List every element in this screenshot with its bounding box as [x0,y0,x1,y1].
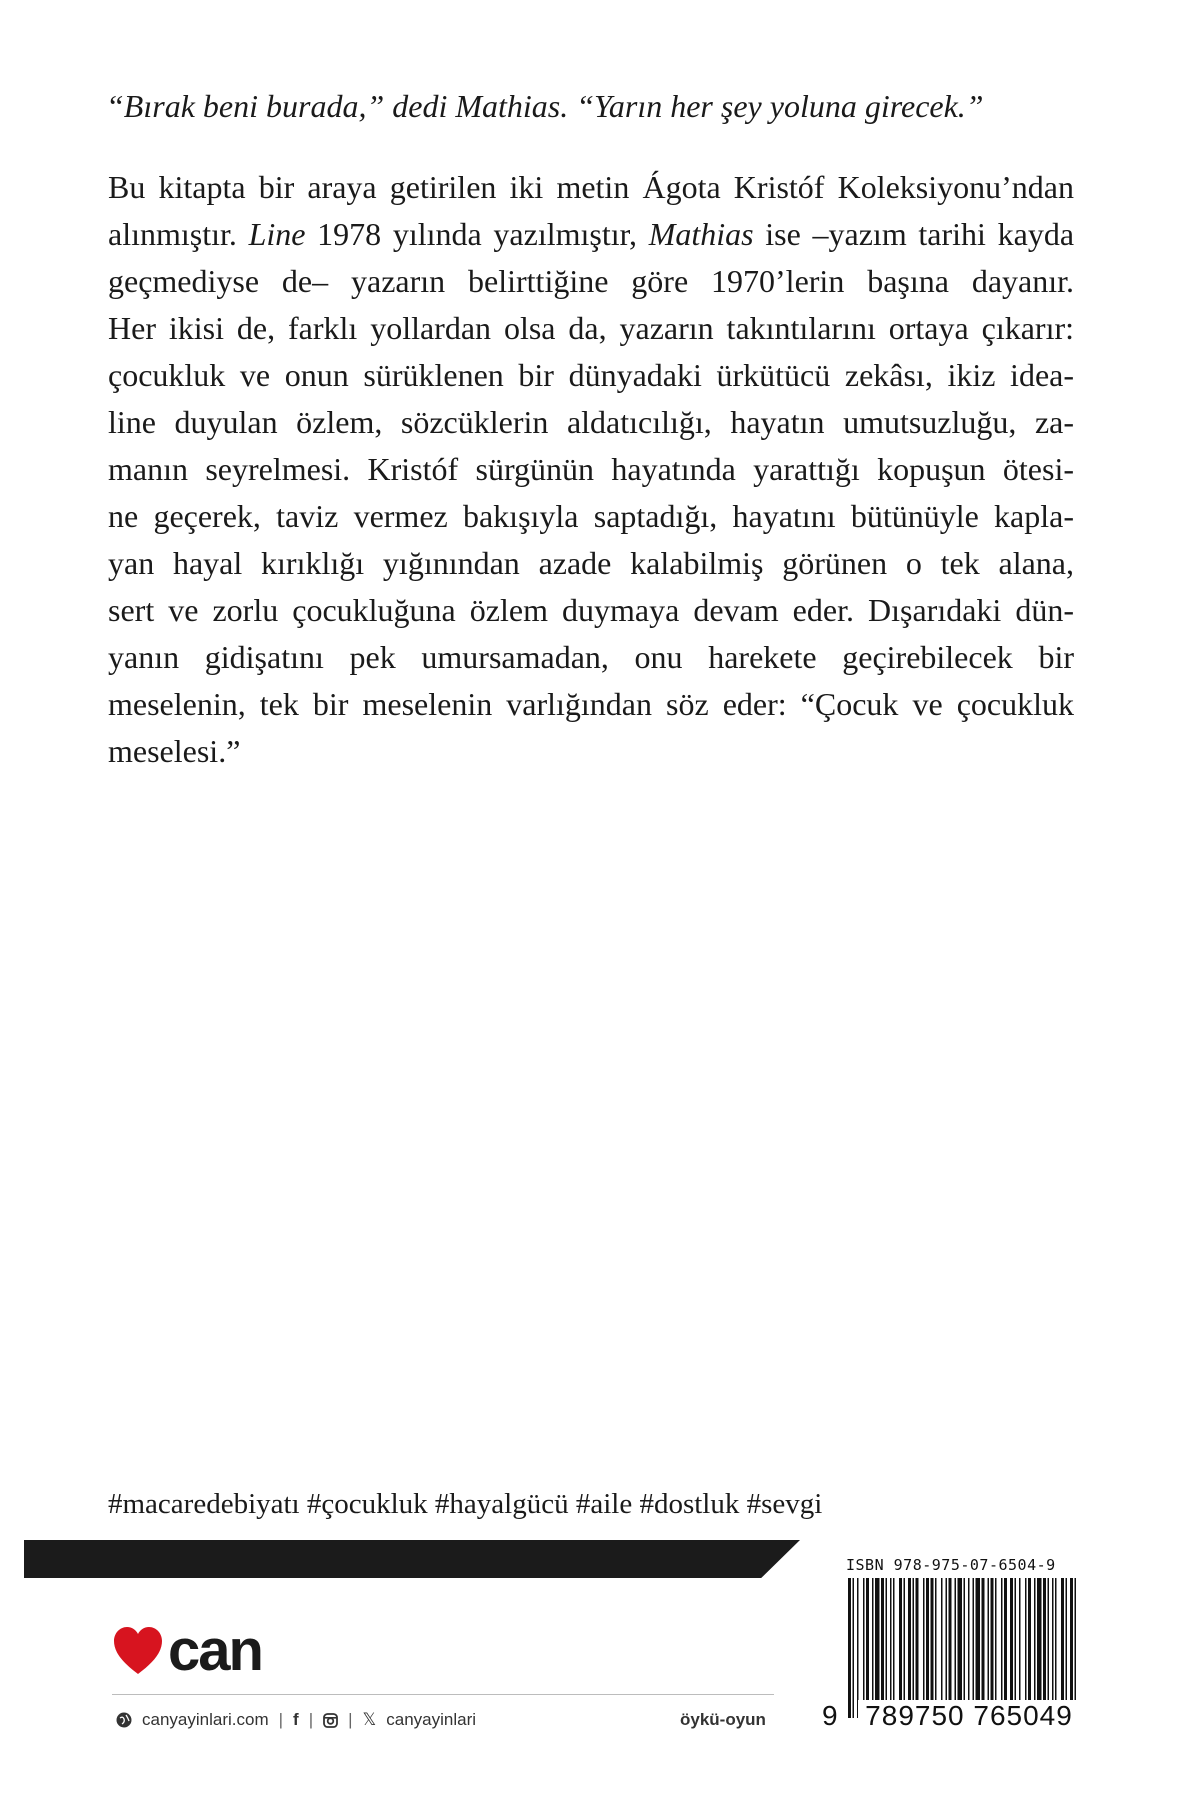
blurb-line: Her ikisi de, farklı yollardan olsa da, yazarın takıntılarını ortaya çıkarır: [108,310,1074,346]
blurb-line: ne geçerek, taviz vermez bakışıyla saptadığı, hayatını bütünüyle kapla- [108,498,1074,534]
footer-divider [112,1694,774,1695]
barcode-bar [931,1578,934,1718]
barcode-bar [1075,1578,1077,1718]
globe-icon [116,1712,132,1728]
separator: | [308,1710,314,1729]
barcode-bar [973,1578,975,1718]
barcode-bar [1048,1578,1050,1718]
barcode-bar [1010,1578,1013,1718]
barcode-bar [1015,1578,1017,1718]
back-cover-blurb [108,164,1074,775]
title-italic: Line [248,216,306,252]
barcode-bar [982,1578,985,1718]
blurb-line: yan hayal kırıklığı yığınından azade kalabilmiş görünen o tek alana, [108,545,1074,581]
instagram-icon[interactable] [323,1713,338,1728]
genre-label: öykü-oyun [680,1710,766,1729]
barcode-bar [1004,1578,1007,1718]
barcode-bar [866,1578,869,1718]
blurb-line: Bu kitapta bir araya getirilen iki metin Ágota Kristóf Koleksiyonu’ndan [108,169,1074,205]
barcode-bar [863,1578,865,1718]
barcode-bar [1037,1578,1042,1718]
barcode-bar [1025,1578,1027,1718]
barcode-bar [991,1578,994,1718]
barcode-bar [1070,1578,1073,1718]
isbn-label: ISBN 978-975-07-6504-9 [846,1556,1056,1574]
barcode-bar [1052,1578,1054,1718]
barcode-bar [1001,1578,1003,1718]
barcode-bar [941,1578,943,1718]
barcode-bar [1061,1578,1064,1718]
barcode-bar [923,1578,925,1718]
blurb-line: geçmediyse de– yazarın belirttiğine göre 1970’lerin başına dayanır. [108,263,1074,299]
heart-icon [114,1627,162,1674]
publisher-contact-bar [116,1706,476,1734]
barcode-bar [1034,1578,1036,1718]
hashtags: #macaredebiyatı #çocukluk #hayalgücü #aile #dostluk #sevgi [108,1488,823,1520]
separator: | [278,1710,284,1729]
barcode-bar [995,1578,997,1718]
barcode-bar [886,1578,888,1718]
barcode-bar [853,1578,855,1718]
barcode-bar [976,1578,981,1718]
blurb-line: yanın gidişatını pek umursamadan, onu harekete geçirebilecek bir [108,639,1074,675]
epigraph-quote: “Bırak beni burada,” dedi Mathias. “Yarın her şey yoluna girecek.” [106,88,984,124]
barcode-bar [848,1578,851,1718]
blurb-line: sert ve zorlu çocukluğuna özlem duymaya devam eder. Dışarıdaki dün- [108,592,1074,628]
barcode-bar [988,1578,990,1718]
barcode-bar [872,1578,874,1718]
barcode-bar [935,1578,937,1718]
barcode-bar [913,1578,915,1718]
barcode-bar [875,1578,880,1718]
barcode-bar [916,1578,919,1718]
barcode-bar [908,1578,911,1718]
barcode-bar [958,1578,963,1718]
blurb-line: line duyulan özlem, sözcüklerin aldatıcılığı, hayatın umutsuzluğu, za- [108,404,1074,440]
barcode-bar [1066,1578,1068,1718]
barcode-bar [1055,1578,1057,1718]
title-italic: Mathias [648,216,754,252]
isbn-barcode [846,1578,1078,1718]
barcode-bar [926,1578,929,1718]
facebook-icon[interactable]: f [293,1710,299,1729]
barcode-bar [955,1578,957,1718]
black-band-decoration [24,1540,800,1578]
can-publisher-logo [112,1624,302,1676]
barcode-lead-digit: 9 [822,1700,838,1731]
barcode-bar [1043,1578,1046,1718]
barcode-bar [1019,1578,1021,1718]
separator: | [348,1710,353,1729]
blurb-line: alınmıştır. Line 1978 yılında yazılmıştır, Mathias ise –yazım tarihi kayda [108,216,1075,252]
blurb-line: manın seyrelmesi. Kristóf sürgünün hayatında yarattığı kopuşun ötesi- [108,451,1074,487]
blurb-line: çocukluk ve onun sürüklenen bir dünyadaki ürkütücü zekâsı, ikiz idea- [108,357,1074,393]
barcode-bar [857,1578,859,1718]
barcode-bar [949,1578,952,1718]
barcode-bar [1028,1578,1031,1718]
barcode-bar [890,1578,892,1718]
social-handle[interactable]: canyayinlari [386,1710,477,1729]
barcode-bar [881,1578,884,1718]
barcode-bar [968,1578,970,1718]
blurb-line: meselesi.” [108,733,241,769]
barcode-bar [893,1578,895,1718]
barcode-bar [904,1578,906,1718]
svg-text:can: can [168,1624,262,1676]
barcode-bar [946,1578,948,1718]
website-link[interactable]: canyayinlari.com [142,1710,269,1729]
x-icon[interactable]: 𝕏 [362,1710,377,1729]
barcode-bar [899,1578,902,1718]
barcode-digits: 789750 765049 [858,1700,1080,1732]
barcode-bar [964,1578,966,1718]
blurb-line: meselenin, tek bir meselenin varlığından söz eder: “Çocuk ve çocukluk [108,686,1074,722]
